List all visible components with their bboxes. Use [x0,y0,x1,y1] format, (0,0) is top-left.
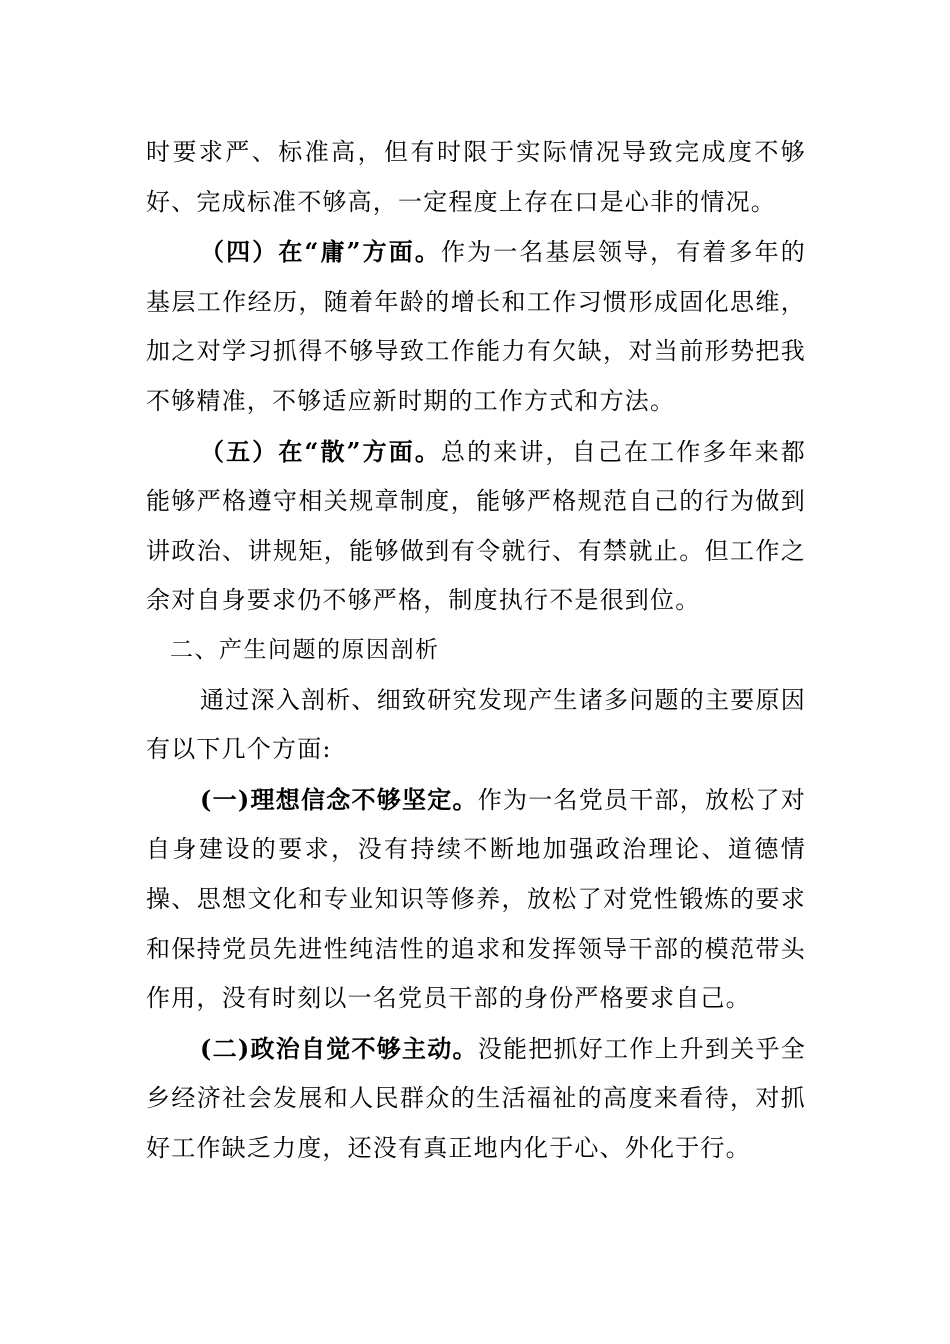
paragraph-lead: （五）在“散”方面。 [200,436,441,466]
paragraph-yong [146,227,806,426]
paragraph-san [146,427,806,626]
paragraph-reason-1 [146,775,806,1024]
paragraph-text: 总的来讲，自己在工作多年来都能够严格遵守相关规章制度，能够严格规范自己的行为做到讲政治、讲规矩，能够做到有令就行、有禁就止。但工作之余对自身要求仍不够严格，制度执行不是很到位。 [146,437,806,615]
paragraph-text: 没能把抓好工作上升到关乎全乡经济社会发展和人民群众的生活福祉的高度来看待，对抓好工作缺乏力度，还没有真正地内化于心、外化于行。 [146,1034,806,1162]
paragraph-continuation [146,128,806,227]
paragraph-lead: （四）在“庸”方面。 [200,237,441,267]
paragraph-text: 作为一名党员干部，放松了对自身建设的要求，没有持续不断地加强政治理论、道德情操、思想文化和专业知识等修养，放松了对党性锻炼的要求和保持党员先进性纯洁性的追求和发挥领导干部的模范带头作用，没有时刻以一名党员干部的身份严格要求自己。 [146,785,806,1013]
paragraph-text: 通过深入剖析、细致研究发现产生诸多问题的主要原因有以下几个方面: [146,685,806,764]
paragraph-reason-2 [146,1024,806,1174]
paragraph-text: 作为一名基层领导，有着多年的基层工作经历，随着年龄的增长和工作习惯形成固化思维，加之对学习抓得不够导致工作能力有欠缺，对当前形势把我不够精准，不够适应新时期的工作方式和方法。 [146,238,806,415]
paragraph-lead: (二)政治自觉不够主动。 [200,1033,478,1063]
section-heading: 二、产生问题的原因剖析 [170,636,440,663]
paragraph-lead: (一)理想信念不够坚定。 [200,784,478,814]
document-body [146,128,806,1173]
paragraph-text: 时要求严、标准高，但有时限于实际情况导致完成度不够好、完成标准不够高，一定程度上存在口是心非的情况。 [146,138,806,216]
paragraph-intro [146,676,806,775]
